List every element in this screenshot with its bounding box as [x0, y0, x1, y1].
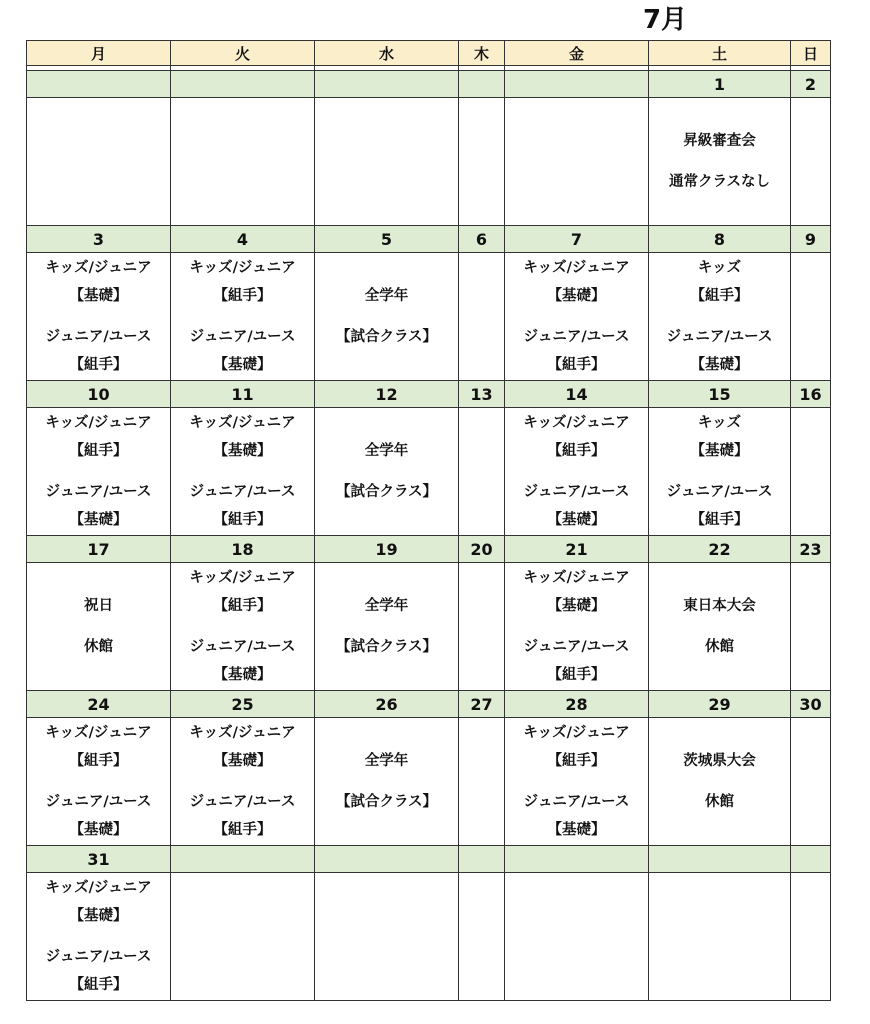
schedule-text: ジュニア/ユース: [523, 639, 630, 655]
day-cell: [315, 563, 459, 691]
schedule-text: ジュニア/ユース: [45, 484, 152, 500]
schedule-text: 【基礎】: [213, 357, 272, 373]
day-cell: [791, 563, 831, 691]
group-gap: [649, 775, 790, 788]
weekday-header: 日: [791, 41, 831, 66]
schedule-text: 昇級審査会: [683, 133, 756, 149]
schedule-text: ジュニア/ユース: [666, 329, 773, 345]
week-date-row: [27, 536, 831, 563]
day-cell: [27, 98, 171, 226]
date-cell: 18: [171, 536, 315, 563]
group-gap: [505, 310, 648, 323]
schedule-text: キッズ/ジュニア: [523, 260, 630, 276]
schedule-text: ジュニア/ユース: [189, 329, 296, 345]
group-gap: [27, 310, 170, 323]
schedule-text: 【基礎】: [690, 357, 749, 373]
schedule-text: キッズ/ジュニア: [189, 725, 296, 741]
schedule-text: 【試合クラス】: [335, 329, 438, 345]
date-cell: 17: [27, 536, 171, 563]
schedule-text: 【組手】: [213, 512, 272, 528]
date-cell: [791, 846, 831, 873]
schedule-text: キッズ/ジュニア: [189, 570, 296, 586]
group-gap: [505, 620, 648, 633]
date-cell: [315, 71, 459, 98]
day-cell: [649, 718, 791, 846]
day-cell: [649, 408, 791, 536]
day-cell: [27, 718, 171, 846]
schedule-text: 休館: [705, 794, 734, 810]
day-cell: [27, 873, 171, 1001]
date-cell: 5: [315, 226, 459, 253]
schedule-text: 【基礎】: [69, 512, 128, 528]
date-cell: [171, 71, 315, 98]
date-cell: 11: [171, 381, 315, 408]
date-cell: 15: [649, 381, 791, 408]
group-gap: [27, 930, 170, 943]
day-cell: [459, 718, 505, 846]
group-gap: [649, 310, 790, 323]
date-cell: 6: [459, 226, 505, 253]
date-cell: 10: [27, 381, 171, 408]
day-cell: [505, 718, 649, 846]
group-gap: [649, 620, 790, 633]
schedule-text: キッズ/ジュニア: [189, 260, 296, 276]
date-cell: 27: [459, 691, 505, 718]
group-gap: [315, 620, 458, 633]
schedule-text: 茨城県大会: [683, 753, 756, 769]
schedule-text: キッズ/ジュニア: [189, 415, 296, 431]
weekday-header: 火: [171, 41, 315, 66]
schedule-text: 全学年: [364, 598, 409, 614]
date-cell: 28: [505, 691, 649, 718]
week-date-row: [27, 846, 831, 873]
schedule-text: 【基礎】: [547, 598, 606, 614]
date-cell: 25: [171, 691, 315, 718]
weekday-header-row: [27, 41, 831, 66]
date-cell: 20: [459, 536, 505, 563]
date-cell: 14: [505, 381, 649, 408]
schedule-text: 【組手】: [690, 512, 749, 528]
day-cell: [791, 98, 831, 226]
group-gap: [27, 775, 170, 788]
day-cell: [171, 718, 315, 846]
schedule-text: 【組手】: [213, 822, 272, 838]
week-date-row: [27, 226, 831, 253]
date-cell: 19: [315, 536, 459, 563]
day-cell: [505, 98, 649, 226]
schedule-text: 【基礎】: [547, 288, 606, 304]
date-cell: 8: [649, 226, 791, 253]
day-cell: [505, 253, 649, 381]
schedule-text: キッズ: [697, 415, 742, 431]
week-content-row: [27, 253, 831, 381]
schedule-text: ジュニア/ユース: [189, 639, 296, 655]
date-cell: 21: [505, 536, 649, 563]
date-cell: 7: [505, 226, 649, 253]
date-cell: [505, 71, 649, 98]
day-cell: [649, 98, 791, 226]
day-cell: [791, 873, 831, 1001]
day-cell: [791, 718, 831, 846]
schedule-text: ジュニア/ユース: [189, 484, 296, 500]
schedule-text: 【組手】: [547, 443, 606, 459]
weekday-header: 土: [649, 41, 791, 66]
date-cell: [315, 846, 459, 873]
group-gap: [649, 465, 790, 478]
day-cell: [649, 563, 791, 691]
schedule-text: ジュニア/ユース: [45, 794, 152, 810]
schedule-text: ジュニア/ユース: [666, 484, 773, 500]
schedule-text: 【組手】: [69, 443, 128, 459]
group-gap: [315, 465, 458, 478]
day-cell: [505, 563, 649, 691]
schedule-text: ジュニア/ユース: [189, 794, 296, 810]
schedule-text: 【組手】: [69, 753, 128, 769]
schedule-text: キッズ/ジュニア: [45, 260, 152, 276]
schedule-text: 【基礎】: [690, 443, 749, 459]
day-cell: [505, 408, 649, 536]
date-cell: [505, 846, 649, 873]
schedule-text: キッズ/ジュニア: [523, 725, 630, 741]
schedule-text: ジュニア/ユース: [523, 484, 630, 500]
week-content-row: [27, 873, 831, 1001]
group-gap: [315, 775, 458, 788]
date-cell: 29: [649, 691, 791, 718]
date-cell: [459, 71, 505, 98]
schedule-text: 【試合クラス】: [335, 639, 438, 655]
day-cell: [171, 873, 315, 1001]
week-date-row: [27, 691, 831, 718]
group-gap: [505, 465, 648, 478]
date-cell: 3: [27, 226, 171, 253]
schedule-text: 【基礎】: [213, 753, 272, 769]
day-cell: [459, 408, 505, 536]
schedule-text: 通常クラスなし: [668, 174, 771, 190]
day-cell: [649, 253, 791, 381]
date-cell: 9: [791, 226, 831, 253]
schedule-text: 休館: [705, 639, 734, 655]
schedule-text: 【組手】: [547, 357, 606, 373]
schedule-text: 【基礎】: [547, 822, 606, 838]
group-gap: [315, 310, 458, 323]
group-gap: [27, 620, 170, 633]
weekday-header: 月: [27, 41, 171, 66]
week-content-row: [27, 718, 831, 846]
week-date-row: [27, 381, 831, 408]
day-cell: [315, 718, 459, 846]
date-cell: 23: [791, 536, 831, 563]
day-cell: [459, 98, 505, 226]
day-cell: [27, 563, 171, 691]
day-cell: [171, 98, 315, 226]
weekday-header: 金: [505, 41, 649, 66]
calendar-table: [26, 40, 831, 1001]
schedule-text: 【組手】: [213, 598, 272, 614]
schedule-text: 【組手】: [547, 667, 606, 683]
calendar-body: [27, 71, 831, 1001]
schedule-text: 【基礎】: [213, 667, 272, 683]
schedule-text: 【組手】: [213, 288, 272, 304]
schedule-text: 全学年: [364, 443, 409, 459]
day-cell: [27, 408, 171, 536]
group-gap: [505, 775, 648, 788]
date-cell: 24: [27, 691, 171, 718]
date-cell: 31: [27, 846, 171, 873]
day-cell: [649, 873, 791, 1001]
schedule-text: 【試合クラス】: [335, 794, 438, 810]
schedule-text: ジュニア/ユース: [45, 329, 152, 345]
schedule-text: 【組手】: [690, 288, 749, 304]
day-cell: [459, 563, 505, 691]
day-cell: [315, 408, 459, 536]
date-cell: [459, 846, 505, 873]
group-gap: [171, 310, 314, 323]
schedule-text: 全学年: [364, 753, 409, 769]
date-cell: [649, 846, 791, 873]
schedule-text: キッズ/ジュニア: [523, 570, 630, 586]
schedule-text: ジュニア/ユース: [523, 329, 630, 345]
schedule-text: 【基礎】: [69, 908, 128, 924]
schedule-text: 休館: [84, 639, 113, 655]
schedule-text: ジュニア/ユース: [523, 794, 630, 810]
date-cell: 16: [791, 381, 831, 408]
date-cell: 4: [171, 226, 315, 253]
schedule-text: 【基礎】: [69, 822, 128, 838]
date-cell: 30: [791, 691, 831, 718]
month-title: 7月: [642, 5, 688, 35]
week-content-row: [27, 563, 831, 691]
date-cell: [27, 71, 171, 98]
schedule-text: 【組手】: [547, 753, 606, 769]
schedule-text: 【基礎】: [213, 443, 272, 459]
day-cell: [315, 98, 459, 226]
schedule-text: 東日本大会: [683, 598, 756, 614]
day-cell: [791, 408, 831, 536]
date-cell: 13: [459, 381, 505, 408]
weekday-header: 木: [459, 41, 505, 66]
group-gap: [171, 775, 314, 788]
week-content-row: [27, 408, 831, 536]
day-cell: [459, 873, 505, 1001]
schedule-text: 【基礎】: [547, 512, 606, 528]
date-cell: 2: [791, 71, 831, 98]
schedule-text: 【組手】: [69, 357, 128, 373]
day-cell: [171, 253, 315, 381]
day-cell: [171, 563, 315, 691]
day-cell: [505, 873, 649, 1001]
schedule-text: 【基礎】: [69, 288, 128, 304]
schedule-text: ジュニア/ユース: [45, 949, 152, 965]
group-gap: [27, 465, 170, 478]
date-cell: 26: [315, 691, 459, 718]
schedule-text: 祝日: [84, 598, 113, 614]
weekday-header: 水: [315, 41, 459, 66]
day-cell: [791, 253, 831, 381]
day-cell: [459, 253, 505, 381]
schedule-text: キッズ/ジュニア: [45, 415, 152, 431]
date-cell: 12: [315, 381, 459, 408]
schedule-text: キッズ/ジュニア: [523, 415, 630, 431]
group-gap: [171, 620, 314, 633]
schedule-text: キッズ: [697, 260, 742, 276]
group-gap: [649, 155, 790, 168]
day-cell: [315, 873, 459, 1001]
schedule-text: キッズ/ジュニア: [45, 880, 152, 896]
schedule-text: キッズ/ジュニア: [45, 725, 152, 741]
date-cell: 22: [649, 536, 791, 563]
date-cell: 1: [649, 71, 791, 98]
schedule-text: 全学年: [364, 288, 409, 304]
day-cell: [171, 408, 315, 536]
week-content-row: [27, 98, 831, 226]
date-cell: [171, 846, 315, 873]
schedule-text: 【組手】: [69, 977, 128, 993]
schedule-text: 【試合クラス】: [335, 484, 438, 500]
week-date-row: [27, 71, 831, 98]
group-gap: [171, 465, 314, 478]
day-cell: [315, 253, 459, 381]
day-cell: [27, 253, 171, 381]
